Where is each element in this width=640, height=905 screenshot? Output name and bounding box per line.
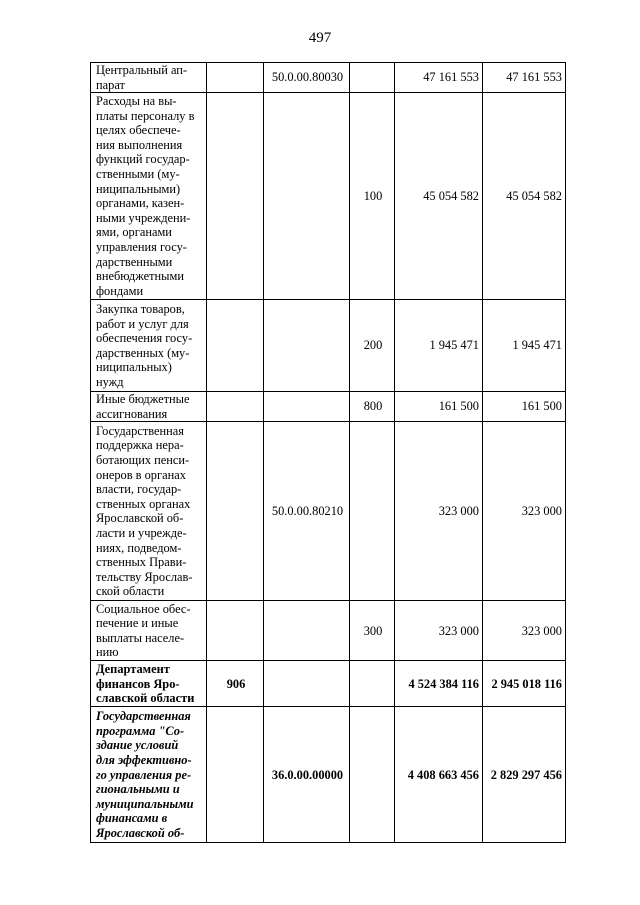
- row-name: Государственная программа "Со- здание условий для эффективно- го управления ре- гиональными и муниципальными финансами в Ярославской об-: [91, 707, 207, 843]
- row-name: Расходы на вы- платы персоналу в целях обеспече- ния выполнения функций государ- ственными (му- ниципальными) органами, казен- ными учреждени- ями, органами управления госу- дарственными внебюджетными фондами: [91, 93, 207, 300]
- row-sum-2: 323 000: [483, 601, 566, 661]
- row-sum-2: 47 161 553: [483, 63, 566, 93]
- row-csr: [264, 300, 350, 392]
- row-type: 200: [350, 300, 395, 392]
- table-row: [91, 661, 566, 707]
- row-type: 800: [350, 392, 395, 422]
- row-sum-1: 323 000: [395, 422, 483, 601]
- row-dept: 906: [207, 661, 264, 707]
- row-type: [350, 422, 395, 601]
- table-row: [91, 93, 566, 300]
- row-sum-1: 161 500: [395, 392, 483, 422]
- row-sum-1: 4 408 663 456: [395, 707, 483, 843]
- row-csr: 36.0.00.00000: [264, 707, 350, 843]
- row-name: Центральный ап- парат: [91, 63, 207, 93]
- row-type: 300: [350, 601, 395, 661]
- row-sum-2: 1 945 471: [483, 300, 566, 392]
- row-name: Государственная поддержка нера- ботающих пенси- онеров в органах власти, государ- ственных органах Ярославской об- ласти и учрежде- ниях, подведом- ственных Прави- тельству Ярослав- ской области: [91, 422, 207, 601]
- row-type: [350, 661, 395, 707]
- row-sum-2: 323 000: [483, 422, 566, 601]
- row-sum-1: 47 161 553: [395, 63, 483, 93]
- row-sum-1: 1 945 471: [395, 300, 483, 392]
- table-row: [91, 392, 566, 422]
- row-dept: [207, 601, 264, 661]
- table-row: [91, 601, 566, 661]
- table-row: [91, 300, 566, 392]
- row-dept: [207, 93, 264, 300]
- row-sum-2: 2 829 297 456: [483, 707, 566, 843]
- row-csr: [264, 93, 350, 300]
- row-dept: [207, 392, 264, 422]
- row-type: [350, 707, 395, 843]
- row-sum-1: 323 000: [395, 601, 483, 661]
- row-dept: [207, 63, 264, 93]
- row-csr: [264, 392, 350, 422]
- row-name: Департамент финансов Яро- славской области: [91, 661, 207, 707]
- row-csr: 50.0.00.80210: [264, 422, 350, 601]
- row-type: 100: [350, 93, 395, 300]
- row-csr: [264, 661, 350, 707]
- row-dept: [207, 422, 264, 601]
- row-dept: [207, 300, 264, 392]
- table-row: [91, 422, 566, 601]
- row-name: Иные бюджетные ассигнования: [91, 392, 207, 422]
- table-row: [91, 63, 566, 93]
- budget-table: [90, 62, 566, 843]
- row-sum-2: 161 500: [483, 392, 566, 422]
- page-number: 497: [308, 30, 332, 46]
- row-sum-2: 2 945 018 116: [483, 661, 566, 707]
- row-name: Социальное обес- печение и иные выплаты населе- нию: [91, 601, 207, 661]
- row-csr: [264, 601, 350, 661]
- row-csr: 50.0.00.80030: [264, 63, 350, 93]
- table-row: [91, 707, 566, 843]
- row-sum-1: 45 054 582: [395, 93, 483, 300]
- row-sum-2: 45 054 582: [483, 93, 566, 300]
- row-name: Закупка товаров, работ и услуг для обеспечения госу- дарственных (му- ниципальных) нужд: [91, 300, 207, 392]
- row-sum-1: 4 524 384 116: [395, 661, 483, 707]
- row-dept: [207, 707, 264, 843]
- row-type: [350, 63, 395, 93]
